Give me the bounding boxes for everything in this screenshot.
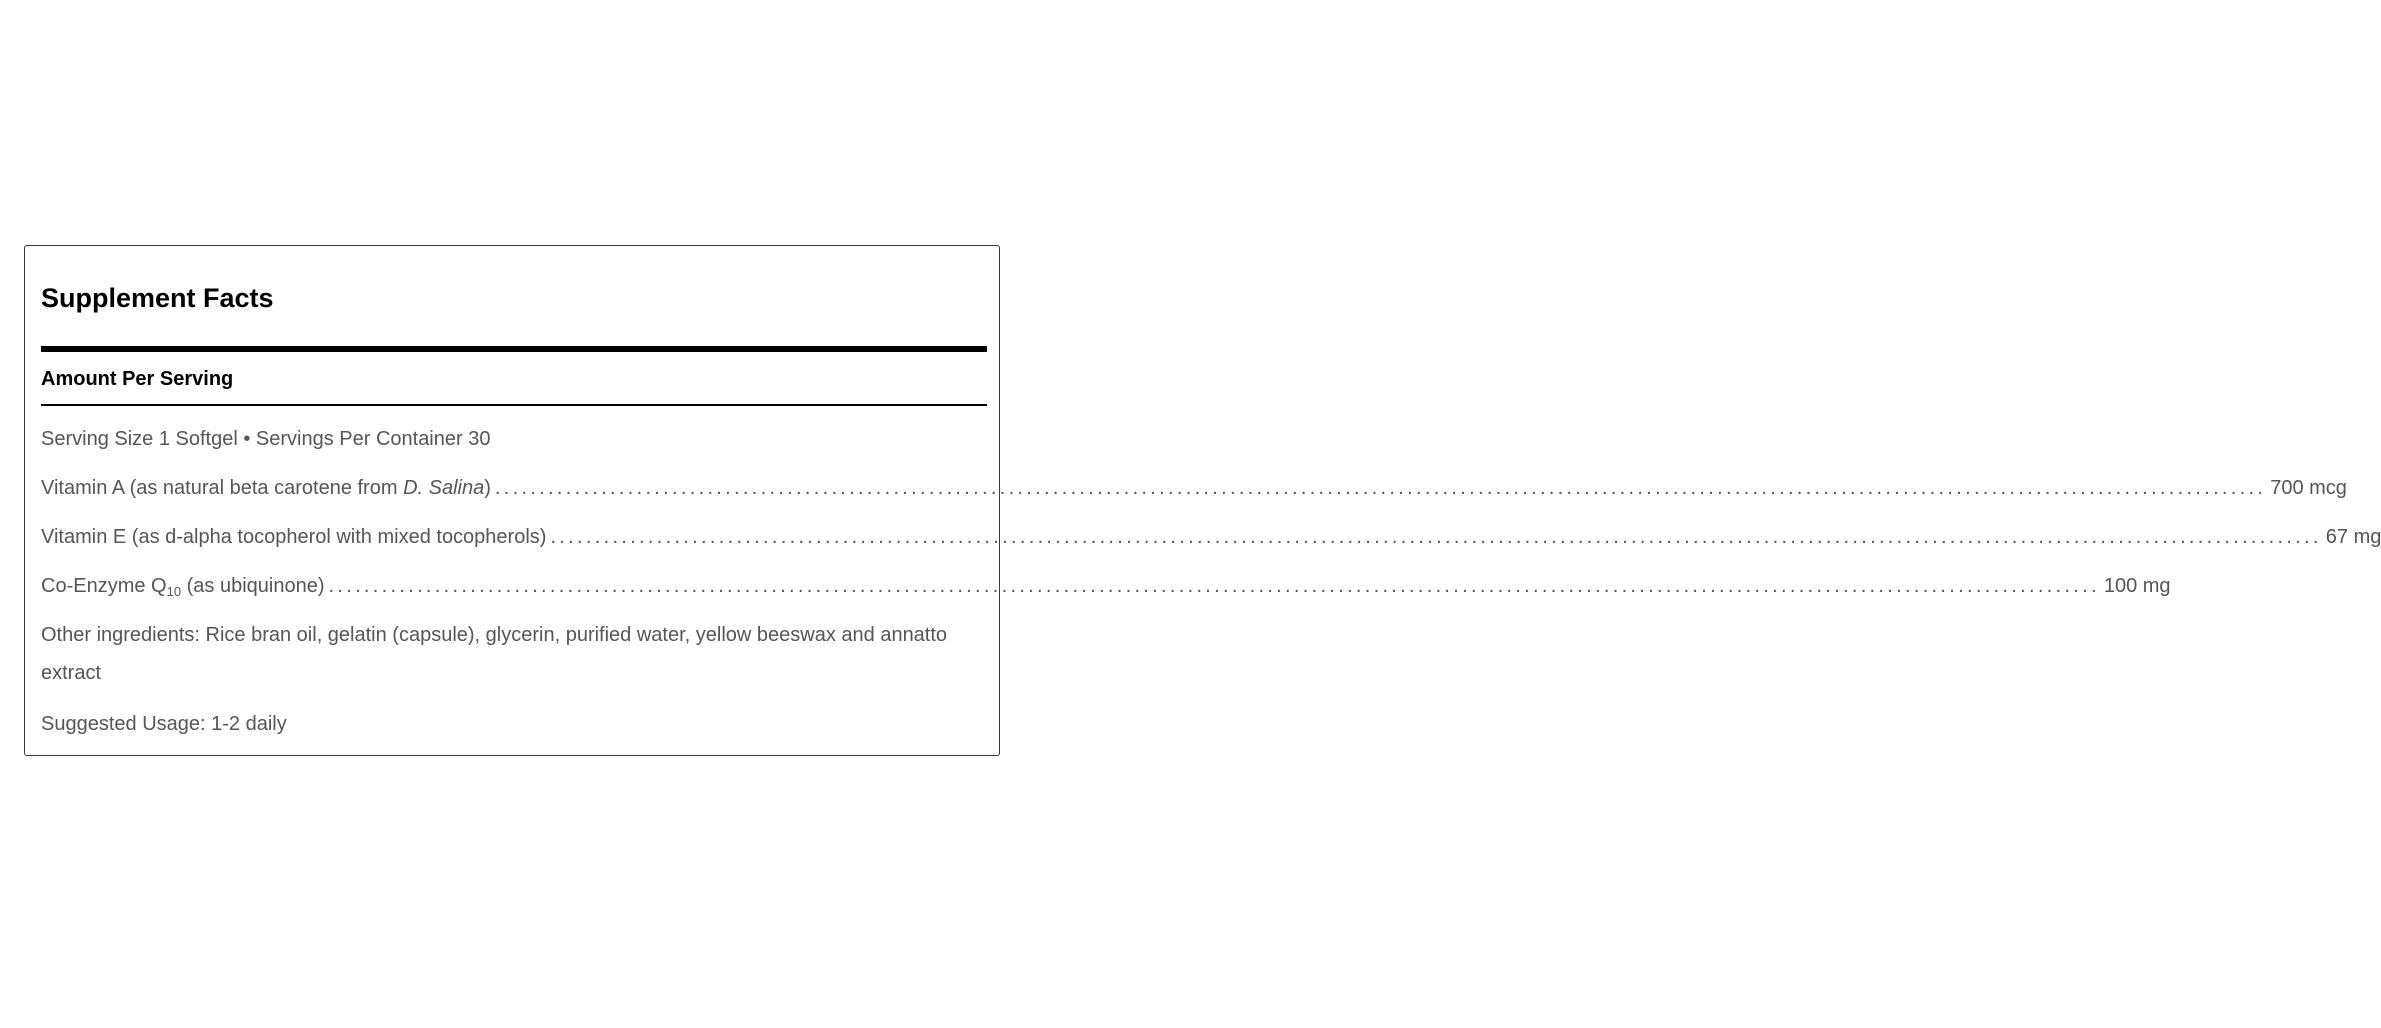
dot-leader: ........................................................................................................................................................................................................ [328, 575, 2100, 597]
nutrient-name: Co-Enzyme $Q_{10}$ (as ubiquinone) [41, 575, 325, 599]
nutrient-name: Vitamin A (as natural beta carotene from D. Salina) [41, 477, 491, 499]
dot-leader: ........................................................................................................................................................................................................ [494, 477, 2267, 499]
nutrient-row-vitamin-e [41, 524, 2381, 550]
amount-per-serving-heading: Amount Per Serving [41, 368, 234, 390]
nutrient-row-vitamin-a [41, 475, 2347, 501]
nutrient-amount: 700 mcg [2270, 477, 2347, 499]
thick-divider [41, 346, 987, 352]
nutrient-amount: 67 mg [2325, 526, 2381, 548]
serving-info: Serving Size 1 Softgel • Servings Per Container 30 [41, 428, 491, 450]
other-ingredients: Other ingredients: Rice bran oil, gelatin (capsule), glycerin, purified water, yellow beeswax and annatto extract [41, 624, 948, 684]
dot-leader: ........................................................................................................................................................................................................ [550, 526, 2322, 548]
supplement-facts-panel [24, 245, 2381, 756]
nutrient-amount: 100 mg [2103, 575, 2171, 597]
suggested-usage: Suggested Usage: 1-2 daily [41, 713, 287, 735]
thin-divider [41, 404, 987, 406]
nutrient-name: Vitamin E (as d-alpha tocopherol with mixed tocopherols) [41, 526, 547, 548]
supplement-facts-title: Supplement Facts [41, 283, 274, 313]
nutrient-row-coq10 [41, 573, 2171, 599]
